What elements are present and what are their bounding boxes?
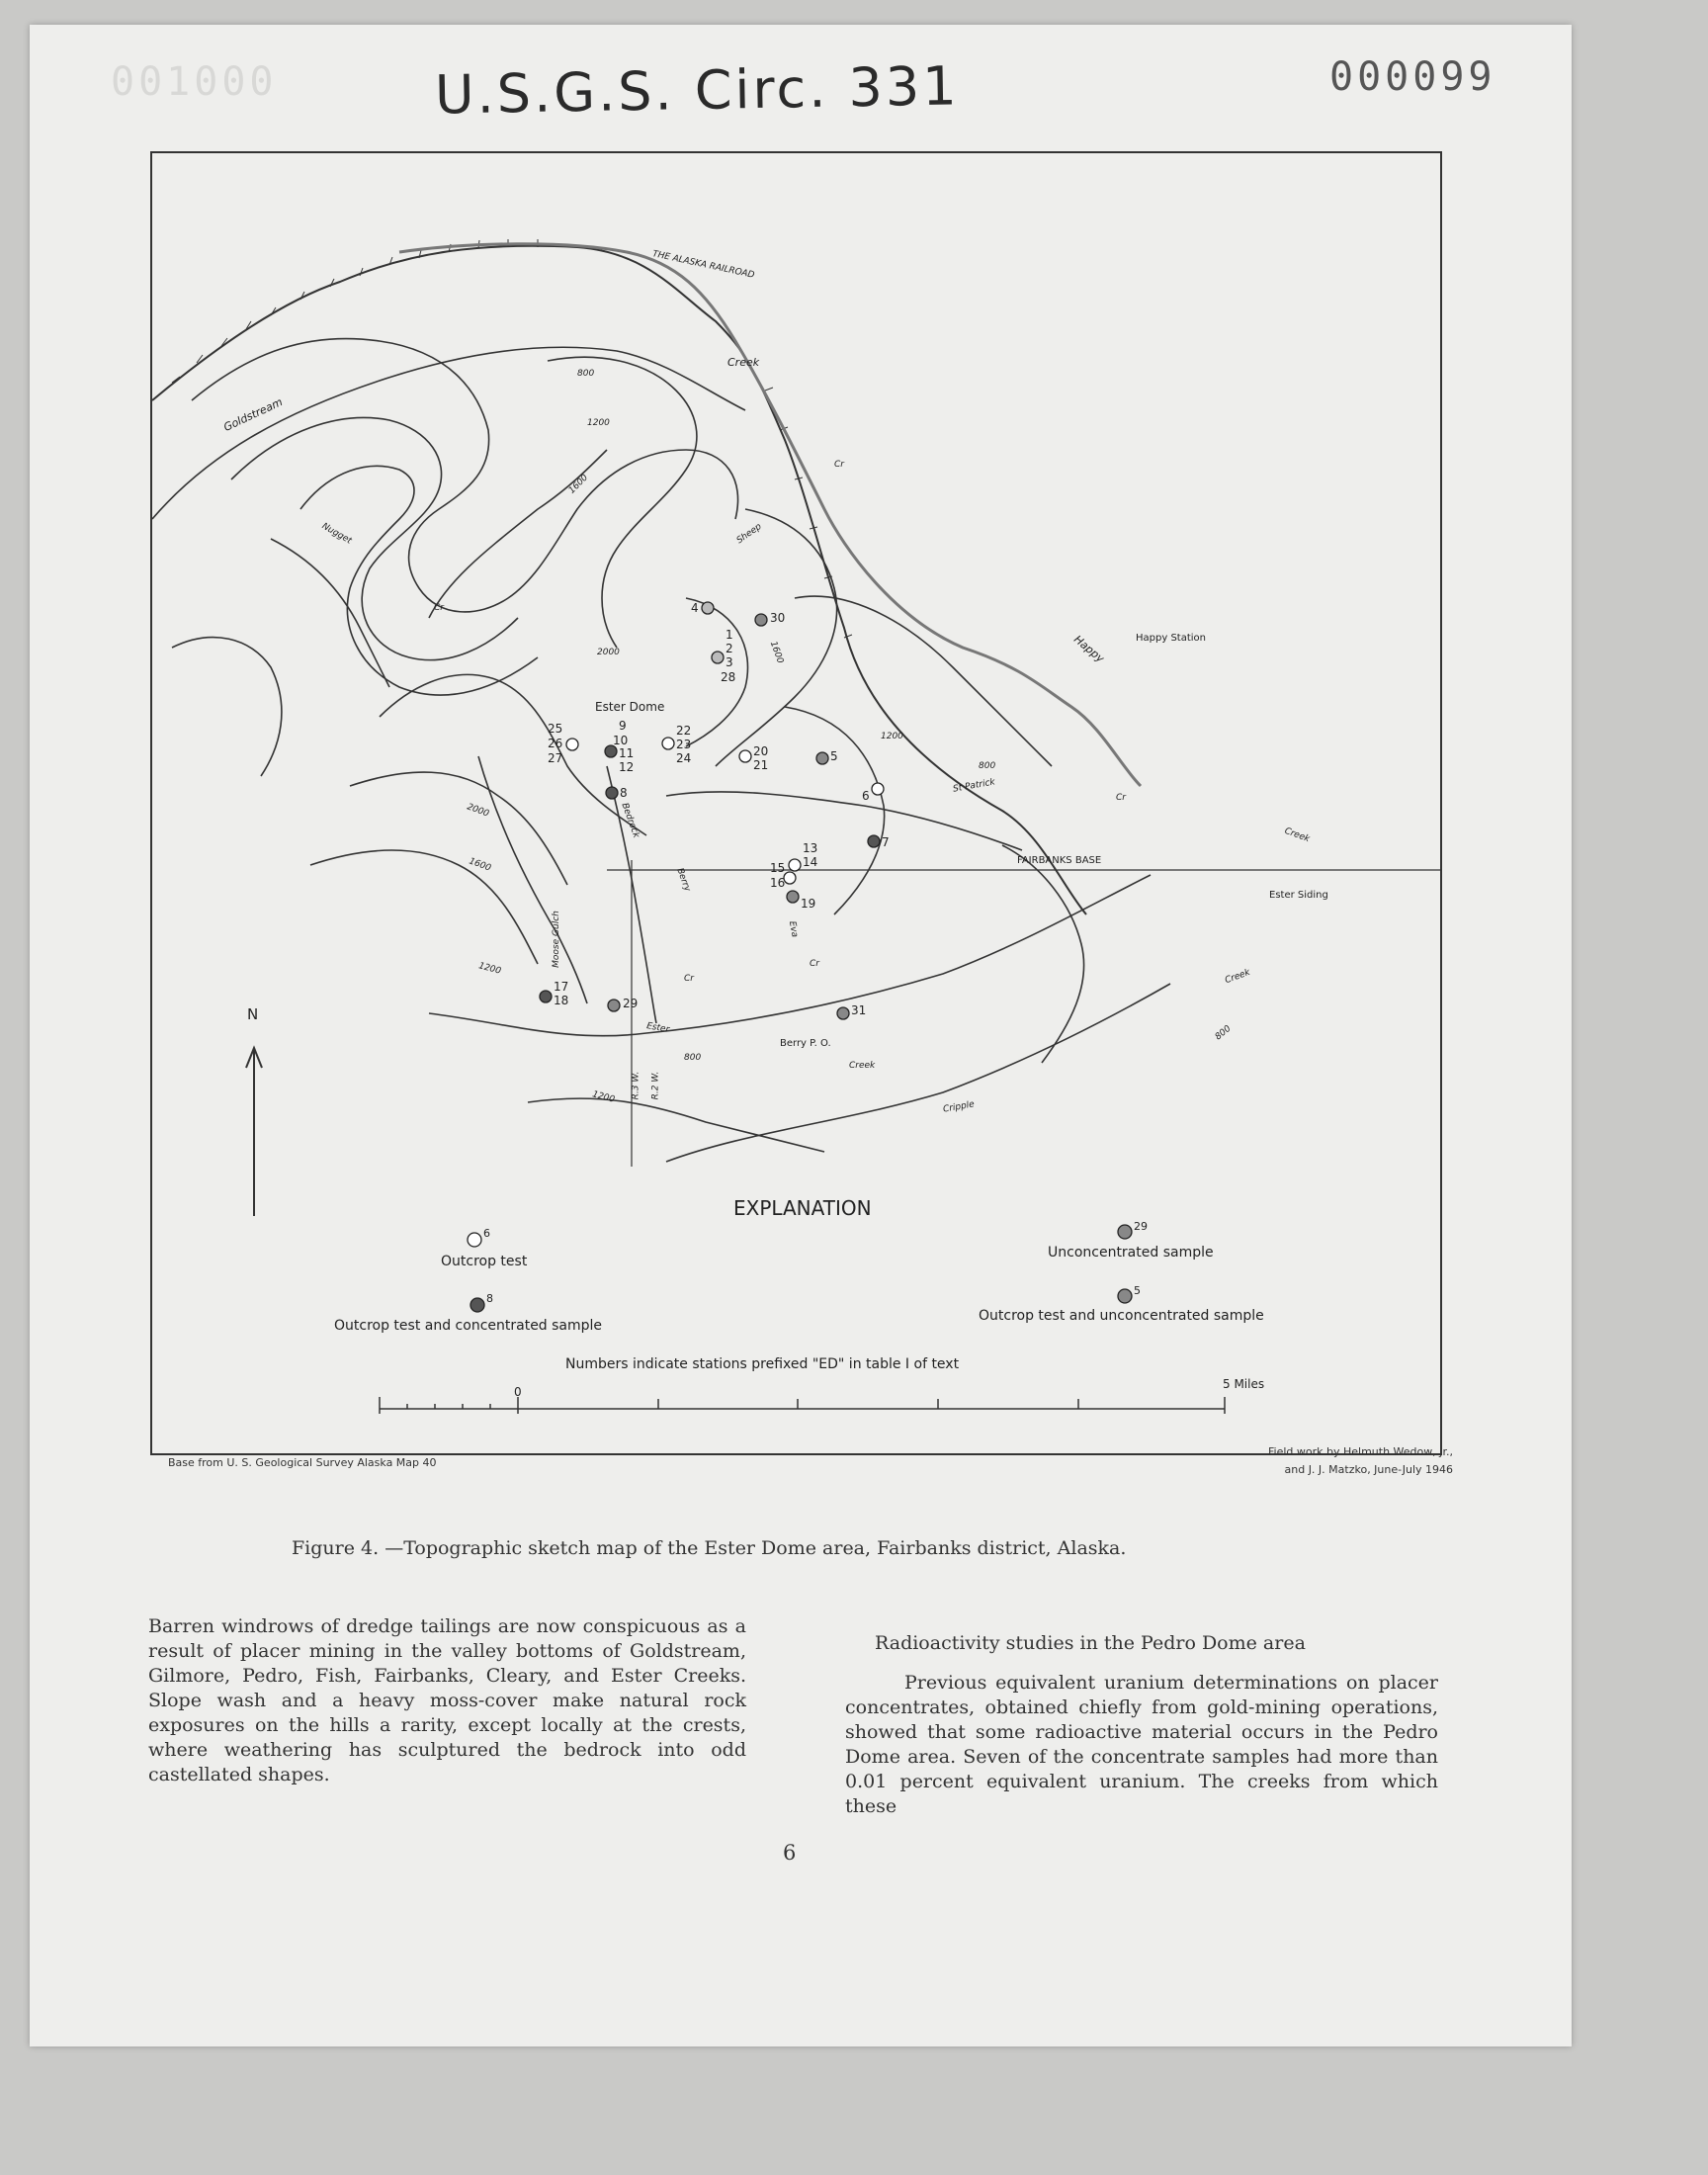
scale-end: 5 Miles (1223, 1377, 1265, 1391)
contour-line (300, 466, 538, 695)
map-frame (150, 151, 1442, 1455)
station-number: 20 (753, 744, 769, 758)
contour-line (548, 357, 697, 648)
nugget-creek (271, 539, 389, 687)
label-happy: Happy (1070, 633, 1107, 665)
station-number: 21 (753, 758, 769, 772)
station-marker (540, 991, 552, 1002)
station-number: 29 (623, 997, 639, 1010)
label-range-r2w: R.2 W. (650, 1071, 661, 1100)
station-number: 3 (726, 655, 733, 669)
label-ester: Ester (645, 1021, 670, 1035)
contour-line (528, 1098, 824, 1152)
station-number: 28 (721, 670, 736, 684)
station-marker (566, 739, 578, 750)
contour-label: 2000 (597, 648, 620, 657)
station-number: 27 (548, 751, 563, 765)
label-berry: Berry (674, 866, 693, 894)
label-happy-station: Happy Station (1136, 633, 1206, 644)
legend-outcrop-unconcentrated-symbol (1118, 1289, 1132, 1303)
station-number: 30 (770, 611, 786, 625)
legend-outcrop-unconcentrated-number: 5 (1134, 1284, 1141, 1297)
label-railroad: THE ALASKA RAILROAD (651, 249, 756, 281)
north-label: N (247, 1005, 259, 1023)
label-st-patrick-cr: Cr (1116, 793, 1126, 803)
station-number: 7 (882, 835, 890, 849)
body-left-paragraph: Barren windrows of dredge tailings are now conspicuous as a result of placer mining in the valley bottoms of Goldstream, Gilmore, Pedro, Fish, Fairbanks, Cleary, and Ester Creeks. Slope wash and a heavy moss-cover make natural rock exposures on the hills a rarity, except locally at the crests, where weathering has sculptured the bedrock into odd castellated shapes. (148, 1615, 746, 1785)
legend-note: Numbers indicate stations prefixed "ED" in table I of text (565, 1356, 960, 1372)
label-creek-lower: Creek (1224, 967, 1252, 987)
legend-unconcentrated-symbol (1118, 1225, 1132, 1239)
station-number: 22 (676, 724, 692, 738)
station-marker (739, 750, 751, 762)
field-credit-line-1: Field work by Helmuth Wedow, Jr., (1267, 1445, 1453, 1458)
contour-label: 800 (577, 369, 595, 379)
station-marker (606, 787, 618, 799)
contour-label: 800 (684, 1053, 702, 1063)
station-marker (789, 859, 801, 871)
station-number: 17 (554, 980, 569, 994)
station-marker (662, 738, 674, 749)
railroad-ticks (172, 239, 852, 638)
legend-outcrop-concentrated-symbol (470, 1298, 484, 1312)
station-number: 10 (613, 734, 629, 747)
station-number: 11 (619, 746, 635, 760)
explanation-title: EXPLANATION (733, 1196, 872, 1220)
figure-caption: Figure 4. —Topographic sketch map of the Ester Dome area, Fairbanks district, Alaska. (292, 1537, 1127, 1559)
contour-line (310, 850, 538, 964)
label-nugget: Nugget (319, 521, 354, 547)
label-eva: Eva (786, 919, 800, 939)
contour-line (785, 707, 885, 914)
bleed-through-number: 001000 (111, 59, 278, 105)
station-number: 5 (830, 749, 838, 763)
legend-outcrop-concentrated-number: 8 (486, 1292, 493, 1305)
station-marker (868, 835, 880, 847)
cripple-creek (666, 984, 1170, 1162)
station-number: 26 (548, 737, 563, 750)
station-number: 2 (726, 642, 733, 655)
label-creek-top: Creek (727, 356, 760, 369)
station-marker (702, 602, 714, 614)
station-marker (787, 891, 799, 903)
label-ester-creek: Creek (849, 1061, 876, 1071)
label-ester-dome: Ester Dome (595, 700, 665, 714)
contour-label: 2000 (465, 802, 490, 820)
station-marker (816, 752, 828, 764)
label-cripple: Cripple (942, 1099, 976, 1115)
label-sheep: Sheep (734, 521, 764, 547)
happy-creek (795, 596, 1052, 766)
base-credit: Base from U. S. Geological Survey Alaska Map 40 (168, 1456, 437, 1469)
section-heading: Radioactivity studies in the Pedro Dome area (875, 1632, 1306, 1654)
handwritten-title: U.S.G.S. Circ. 331 (434, 54, 961, 127)
field-credit (1231, 1443, 1453, 1479)
station-marker (712, 652, 724, 663)
label-creek-right: Creek (1283, 826, 1312, 845)
station-number: 9 (619, 719, 627, 733)
label-moose-gulch: Moose Gulch (551, 911, 561, 968)
legend-outcrop-symbol (468, 1233, 481, 1247)
stamp-number: 000099 (1329, 54, 1496, 100)
station-number: 12 (619, 760, 635, 774)
label-goldstream: Goldstream (221, 395, 285, 434)
station-marker (608, 1000, 620, 1011)
contour-label: 1200 (477, 961, 502, 977)
station-number: 14 (803, 855, 818, 869)
label-bedrock: Bedrock (619, 802, 641, 839)
contour-label: 1200 (587, 418, 610, 428)
contour-label: 1200 (591, 1089, 616, 1105)
station-number: 6 (862, 789, 870, 803)
label-berry-po: Berry P. O. (780, 1038, 831, 1049)
station-marker (784, 872, 796, 884)
body-left-column (148, 1614, 746, 1787)
page-number: 6 (783, 1841, 797, 1865)
station-marker (872, 783, 884, 795)
station-number: 8 (620, 786, 628, 800)
station-marker (755, 614, 767, 626)
station-number: 19 (801, 897, 816, 911)
label-sheep-cr: Cr (834, 460, 844, 470)
label-ester-siding: Ester Siding (1269, 890, 1328, 901)
station-number: 23 (676, 738, 692, 751)
body-right-column (845, 1631, 1438, 1819)
contour-label: 800 (1213, 1023, 1234, 1043)
label-range-r3w: R.3 W. (631, 1071, 641, 1100)
contour-line (686, 598, 748, 746)
station-number: 31 (851, 1003, 867, 1017)
legend-outcrop-number: 6 (483, 1227, 490, 1240)
contour-label: 1600 (566, 473, 591, 496)
station-marker (837, 1007, 849, 1019)
station-number: 18 (554, 994, 569, 1007)
contour-label: 800 (979, 761, 996, 771)
map-drawing (152, 153, 1440, 1453)
legend-unconcentrated-number: 29 (1134, 1220, 1148, 1233)
body-right-paragraph: Previous equivalent uranium determinations on placer concentrates, obtained chiefly from gold-mining operations, showed that some radioactive material occurs in the Pedro Dome area. Seven of the concentrate samples had more than 0.01 percent equivalent uranium. The creeks from which these (845, 1672, 1438, 1817)
field-credit-line-2: and J. J. Matzko, June-July 1946 (1284, 1463, 1453, 1476)
contour-label: 1200 (881, 732, 903, 741)
contour-line (231, 418, 518, 660)
label-nugget-cr: Cr (434, 603, 444, 613)
label-st-patrick: St Patrick (952, 777, 996, 795)
station-number: 16 (770, 876, 786, 890)
road-line (399, 244, 1141, 786)
legend-outcrop-unconcentrated-label: Outcrop test and unconcentrated sample (979, 1308, 1264, 1324)
label-bedrock-cr: Cr (684, 974, 694, 984)
station-number: 15 (770, 861, 786, 875)
contour-label: 1600 (467, 856, 492, 874)
station-number: 24 (676, 751, 692, 765)
contour-line (350, 772, 567, 885)
legend-outcrop-label: Outcrop test (441, 1254, 528, 1269)
goldstream-creek (152, 347, 745, 519)
contour-line (1002, 845, 1084, 1063)
label-fairbanks-base: FAIRBANKS BASE (1017, 855, 1102, 866)
station-number: 25 (548, 722, 563, 736)
legend-outcrop-concentrated-label: Outcrop test and concentrated sample (334, 1318, 603, 1334)
contour-label: 1600 (767, 640, 786, 665)
st-patrick-creek (666, 792, 1022, 850)
legend-unconcentrated-label: Unconcentrated sample (1048, 1245, 1214, 1261)
scale-zero: 0 (514, 1385, 522, 1399)
label-eva-cr: Cr (810, 959, 819, 969)
station-number: 13 (803, 841, 818, 855)
scale-bar (380, 1397, 1225, 1414)
contour-line (172, 638, 282, 776)
station-number: 1 (726, 628, 733, 642)
station-number: 4 (691, 601, 699, 615)
